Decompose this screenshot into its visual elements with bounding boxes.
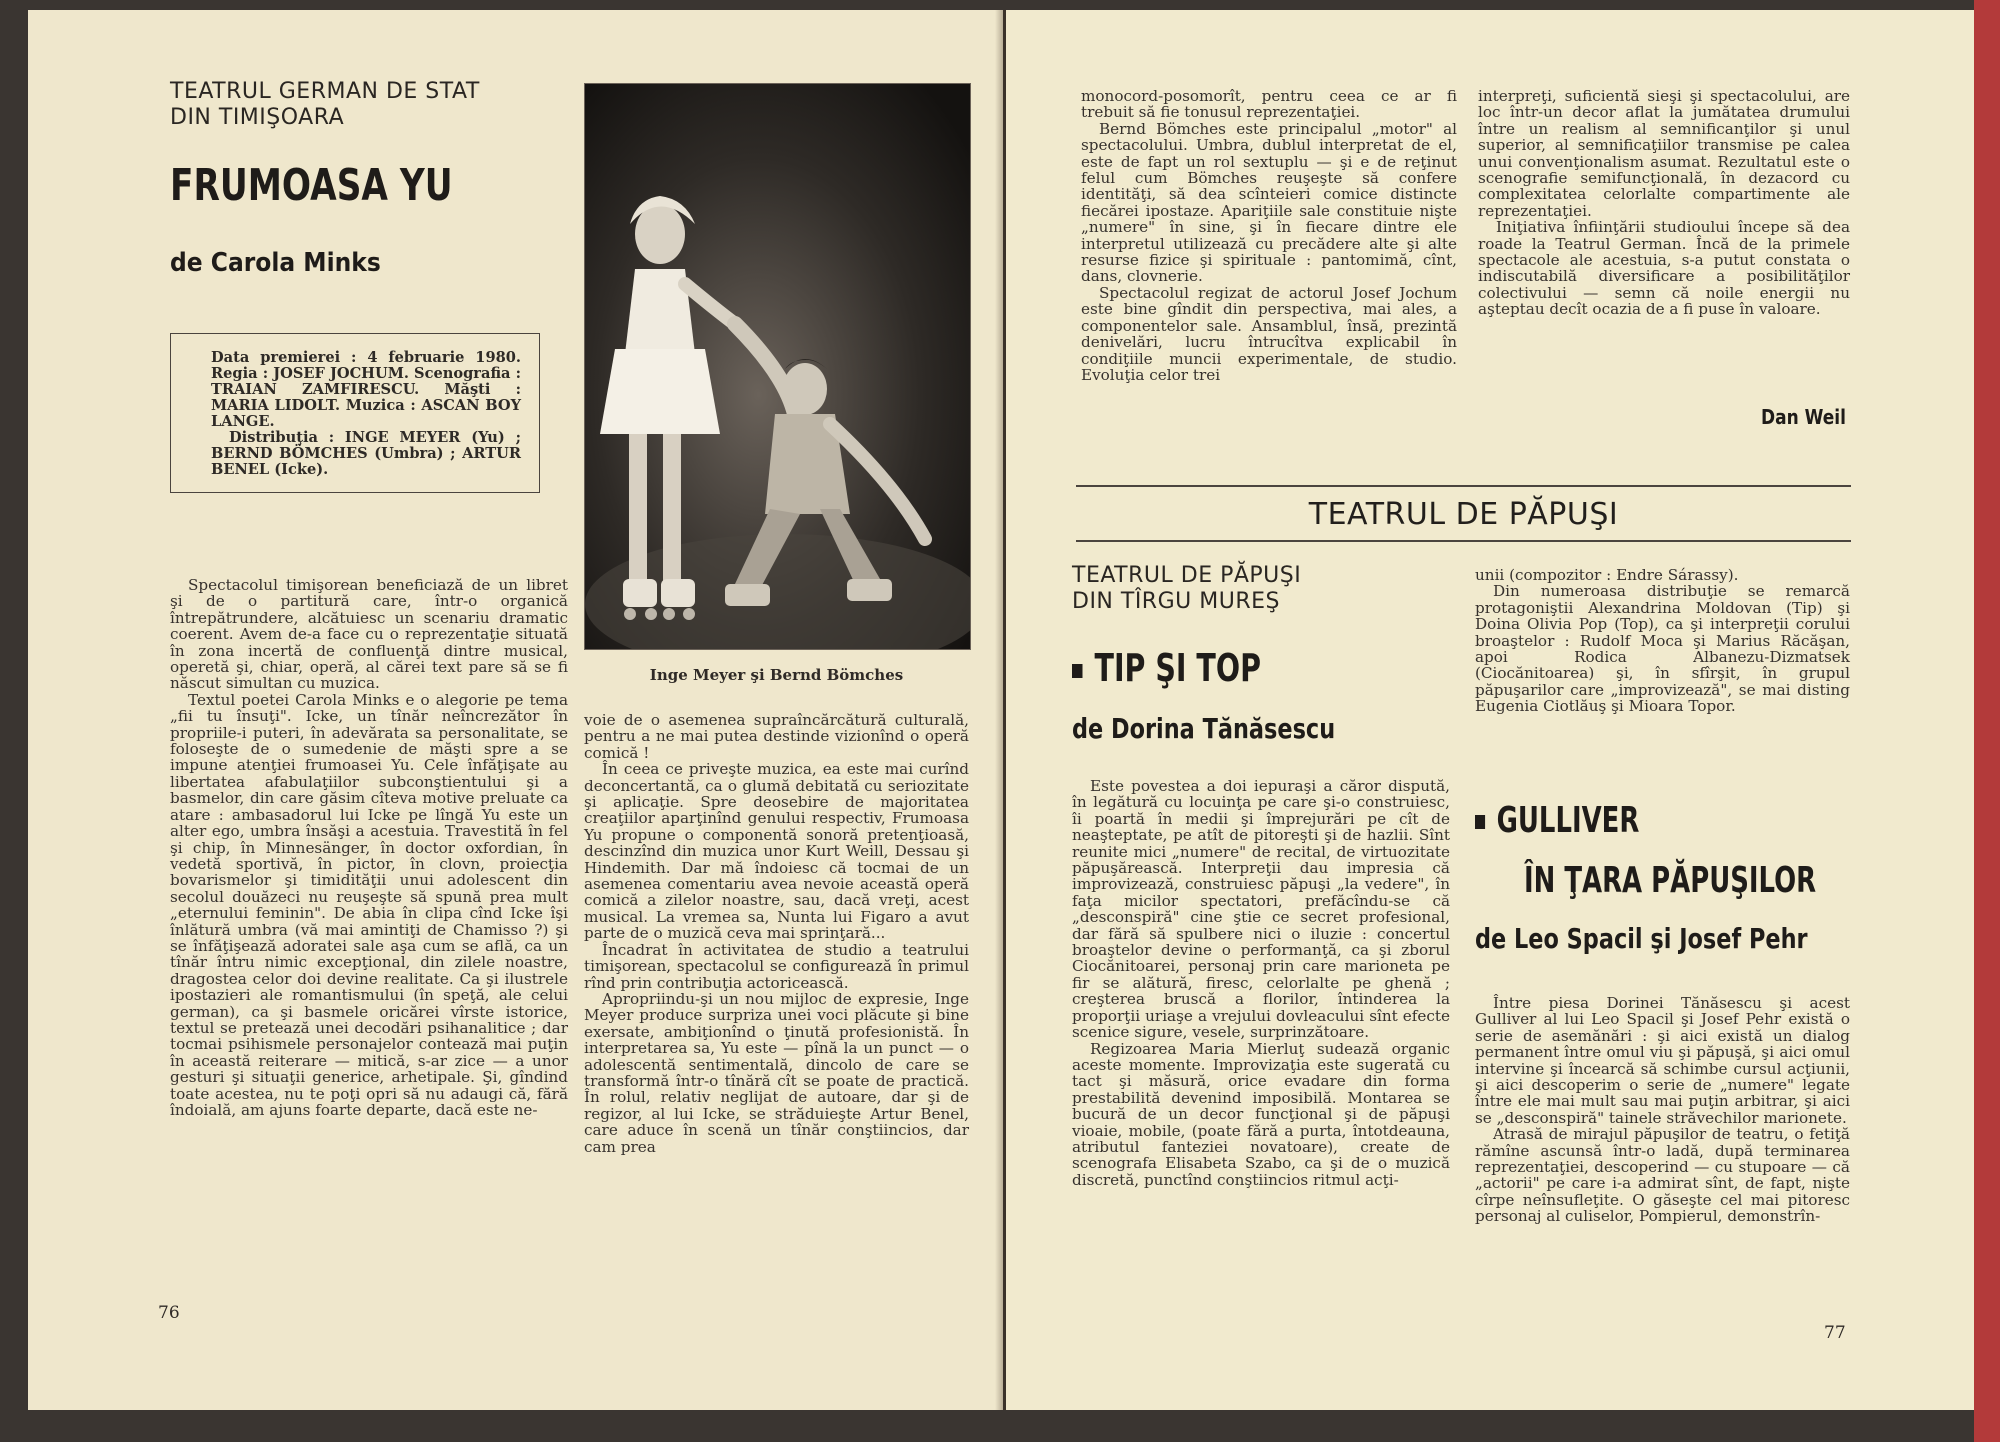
paragraph: Spectacolul timişorean beneficiază de un libret şi de o partitură care, într-o organică întrepătrundere, alcătuiesc un scenariu dramatic coerent. Avem de-a face cu o reprezentaţie situată în zona incertă de confluenţă dintre musical, operetă şi, chiar, operă, al cărei text pare să se fi născut simultan cu muzica.	[170, 576, 568, 693]
play-author: de Dorina Tănăsescu	[1072, 712, 1336, 745]
paragraph: interpreţi, suficientă sieşi şi spectacolului, are loc într-un decor aflat la jumătatea drumului între un realism al semnificanţilor şi unul superior, al semnificaţiilor transmise pe calea unui convenţionalism asumat. Rezultatul este o scenografie semifuncţională, în dezacord cu complexitatea celorlalte compartimente ale reprezentaţiei.	[1478, 87, 1850, 220]
section-rule-top	[1076, 485, 1851, 487]
paragraph: Regizoarea Maria Mierluţ sudează organic aceste momente. Improvizaţia este sugerată cu tact şi măsură, orice evadare din forma prestabilită devenind imposibilă. Montarea se bucură de un decor funcţional şi de păpuşi vioaie, mobile, (poate fără a purta, întotdeauna, atributul fanteziei novatoare), create de scenografa Elisabeta Szabo, ca şi de o muzică discretă, punctînd conştiincios ritmul acţi-	[1072, 1039, 1450, 1189]
play-title: FRUMOASA YU	[170, 160, 453, 211]
play-title-gulliver-2: ÎN ŢARA PĂPUŞILOR	[1524, 860, 1817, 901]
book-edge	[1974, 0, 2000, 1442]
play-author: de Carola Minks	[170, 248, 381, 278]
play-author: de Leo Spacil şi Josef Pehr	[1475, 922, 1808, 955]
bullet-icon	[1072, 664, 1083, 678]
theatre-heading: TEATRUL DE PĂPUŞI DIN TÎRGU MUREŞ	[1072, 563, 1302, 614]
stage-photo-image	[585, 84, 970, 649]
paragraph: unii (compozitor : Endre Sárassy).	[1475, 566, 1739, 584]
paragraph: Spectacolul regizat de actorul Josef Jochum este bine gîndit din perspectiva, mai ales, a componentelor sale. Ansamblul, însă, prezintă denivelări, lucru întrucîtva explicabil în condiţiile muncii experimentale, de studio. Evoluţia celor trei	[1081, 283, 1457, 384]
paragraph: Între piesa Dorinei Tănăsescu şi acest Gulliver al lui Leo Spacil şi Josef Pehr există o serie de asemănări : şi aici există un dialog permanent între omul viu şi păpuşă, şi aici omul intervine şi încearcă să schimbe cursul acţiunii, şi aici descoperim o serie de „numere" legate între ele mai mult sau mai puţin arbitrar, şi aici se „desconspiră" tainele străvechilor marionete.	[1475, 994, 1850, 1127]
paragraph: Este povestea a doi iepuraşi a căror dispută, în legătură cu locuinţa pe care şi-o construiesc, îi poartă în medii şi împrejurări pe cît de neaşteptate, pe atît de pitoreşti şi de hazlii. Sînt reunite mici „numere" de recital, de virtuozitate păpuşărească. Interpreţii dau impresia că improvizează, construiesc păpuşi „la vedere", în faţa micilor spectatori, prefăcîndu-se că „desconspiră" cine ştie ce secret profesional, dar fără să spulbere nici o iluzie : concertul broaştelor devine o performanţă, ca şi zborul Ciocănitoarei, personaj prin care marioneta pe fir se alătură, firesc, celorlalte pe ghenă ; creşterea bruscă a florilor, întinderea la proporţii uriaşe a vrejului dovleacului sînt efecte scenice sigure, vesele, surprinzătoare.	[1072, 777, 1450, 1042]
paragraph: Încadrat în activitatea de studio a teatrului timişorean, spectacolul se configurează în primul rînd prin contribuţia actoricească.	[584, 940, 969, 992]
theatre-heading: TEATRUL GERMAN DE STAT DIN TIMIŞOARA	[170, 79, 480, 130]
play-title-text: GULLIVER	[1496, 800, 1640, 841]
photo-caption: Inge Meyer şi Bernd Bömches	[649, 666, 904, 684]
paragraph: monocord-posomorît, pentru ceea ce ar fi trebuit să fie tonusul reprezentaţiei.	[1081, 87, 1457, 122]
paragraph: Iniţiativa înfiinţării studioului începe să dea roade la Teatrul German. Încă de la primele spectacole ale acestuia, s-a putut constata o indiscutabilă diversificare a posibilităţilor colectivului — semn că noile energii nu aşteptau decît ocazia de a fi puse în valoare.	[1478, 218, 1850, 319]
page-number: 77	[1824, 1323, 1846, 1343]
left-column-2	[584, 712, 969, 1155]
left-column-1	[170, 577, 568, 1118]
cast-line: Distribuţia : INGE MEYER (Yu) ; BERND BÖMCHES (Umbra) ; ARTUR BENEL (Icke).	[211, 429, 521, 478]
paragraph: Bernd Bömches este principalul „motor" al spectacolului. Umbra, dublul interpretat de el, este de fapt un rol sextuplu — şi e de reţinut felul cum Bömches reuşeşte să confere identităţi, să dea scînteieri comice distincte fiecărei ipostaze. Apariţiile sale constituie nişte „numere" în sine, şi în fiecare dintre ele interpretul utilizează cu precădere alte şi alte resurse fizice şi spirituale : pantomimă, cînt, dans, clovnerie.	[1081, 119, 1457, 286]
right-top-column-2	[1478, 88, 1850, 318]
bullet-icon	[1475, 815, 1485, 829]
paragraph: Textul poetei Carola Minks e o alegorie pe tema „fii tu însuţi". Icke, un tînăr neîncrezător în propriile-i puteri, în adevărata sa personalitate, se foloseşte de o sumedenie de măşti spre a se impune atenţiei frumoasei Yu. Cele înfăţişate au libertatea afabulaţiilor subconştientului şi a basmelor, din care găsim cîteva motive preluate ca atare : ambasadorul lui Icke pe lîngă Yu este un alter ego, umbra însăşi a acestuia. Travestită în fel şi chip, în Minnesänger, în doctor oxfordian, în vedetă sportivă, în pictor, în clovn, proiecţia bovarismelor şi timidităţii unui adolescent din secolul douăzeci nu reuşeşte să spună prea mult „eternului feminin". De abia în clipa cînd Icke îşi înlătură umbra (vă mai amintiţi de Chamisso ?) şi se înfăţişează adoratei sale aşa cum se află, ca un tînăr întru nimic excepţional, din zilele noastre, dragostea celor doi devine realitate. Ca şi ilustrele ipostazieri ale romantismului (în speţă, ale celui german), ca şi basmele oricărei vîrste istorice, textul se pretează unei decodări psihanalitice ; dar tocmai psihismele personajelor contează mai puţin în această reiterare — mitică, s-ar zice — a unor gesturi şi situaţii generice, arhetipale. Şi, gîndind toate acestea, nu te poţi opri să nu adaugi că, fără îndoială, am ajuns foarte departe, dacă este ne-	[170, 690, 568, 1119]
paragraph: voie de o asemenea supraîncărcătură culturală, pentru a ne mai putea destinde vizionînd o operă comică !	[584, 711, 969, 762]
play-title-gulliver-1	[1475, 800, 1639, 841]
right-column-2b	[1475, 995, 1850, 1225]
left-page	[28, 10, 1003, 1410]
signature: Dan Weil	[1761, 405, 1846, 429]
stage-photo	[584, 83, 971, 650]
right-top-column-1	[1081, 88, 1457, 383]
section-title: TEATRUL DE PĂPUŞI	[1308, 497, 1619, 532]
page-number: 76	[158, 1303, 180, 1323]
right-page	[1006, 10, 1974, 1410]
paragraph: Apropriindu-şi un nou mijloc de expresie, Inge Meyer produce surpriza unei voci plăcute şi bine exersate, ambiţionînd o ţinută profesionistă. În interpretarea sa, Yu este — pînă la un punct — o adolescentă sentimentală, dincolo de care se transformă într-o tînără cît se poate de practică. În rolul, relativ neglijat de autoare, dar şi de regizor, al lui Icke, se străduieşte Artur Benel, care aduce în scenă un tînăr conştiincios, dar cam prea	[584, 989, 969, 1156]
paragraph: Atrasă de mirajul păpuşilor de teatru, o fetiţă rămîne ascunsă într-o ladă, după terminarea reprezentaţiei, descoperind — cu stupoare — că „actorii" pe care i-a admirat sînt, de fapt, nişte cîrpe neînsufleţite. O găseşte cel mai pitoresc personaj al culiselor, Pompierul, demonstrîn-	[1475, 1125, 1850, 1226]
play-title-text: TIP ŞI TOP	[1094, 646, 1261, 690]
section-rule-bottom	[1076, 540, 1851, 542]
play-title-tip-top	[1072, 646, 1261, 690]
credits-line: Data premierei : 4 februarie 1980. Regia : JOSEF JOCHUM. Scenografia : TRAIAN ZAMFIRESCU. Măşti : MARIA LIDOLT. Muzica : ASCAN BOY LANGE.	[211, 349, 521, 430]
right-column-1	[1072, 778, 1450, 1188]
credits-box	[170, 333, 540, 493]
right-column-2	[1475, 567, 1850, 715]
paragraph: Din numeroasa distribuţie se remarcă protagoniştii Alexandrina Moldovan (Tip) şi Doina Olivia Pop (Top), ca şi interpreţii corului broaştelor : Rudolf Moca şi Marius Răcăşan, apoi Rodica Albanezu-Dizmatsek (Ciocănitoarea) şi, în sfîrşit, în grupul păpuşarilor care „improvizează", se mai disting Eugenia Ciotlăuş şi Mioara Topor.	[1475, 582, 1850, 716]
paragraph: În ceea ce priveşte muzica, ea este mai curînd deconcertantă, ca o glumă debitată cu seriozitate şi aplicaţie. Spre deosebire de majoritatea creaţiilor aparţinînd genului respectiv, Frumoasa Yu propune o componentă sonoră pretenţioasă, descinzînd din muzica unor Kurt Weill, Dessau şi Hindemith. Dar mă îndoiesc că tocmai de un asemenea comentariu avea nevoie această operă comică a zilelor noastre, sau, dacă vreţi, acest musical. La vremea sa, Nunta lui Figaro a avut parte de o muzică ceva mai sprinţară...	[584, 760, 969, 943]
